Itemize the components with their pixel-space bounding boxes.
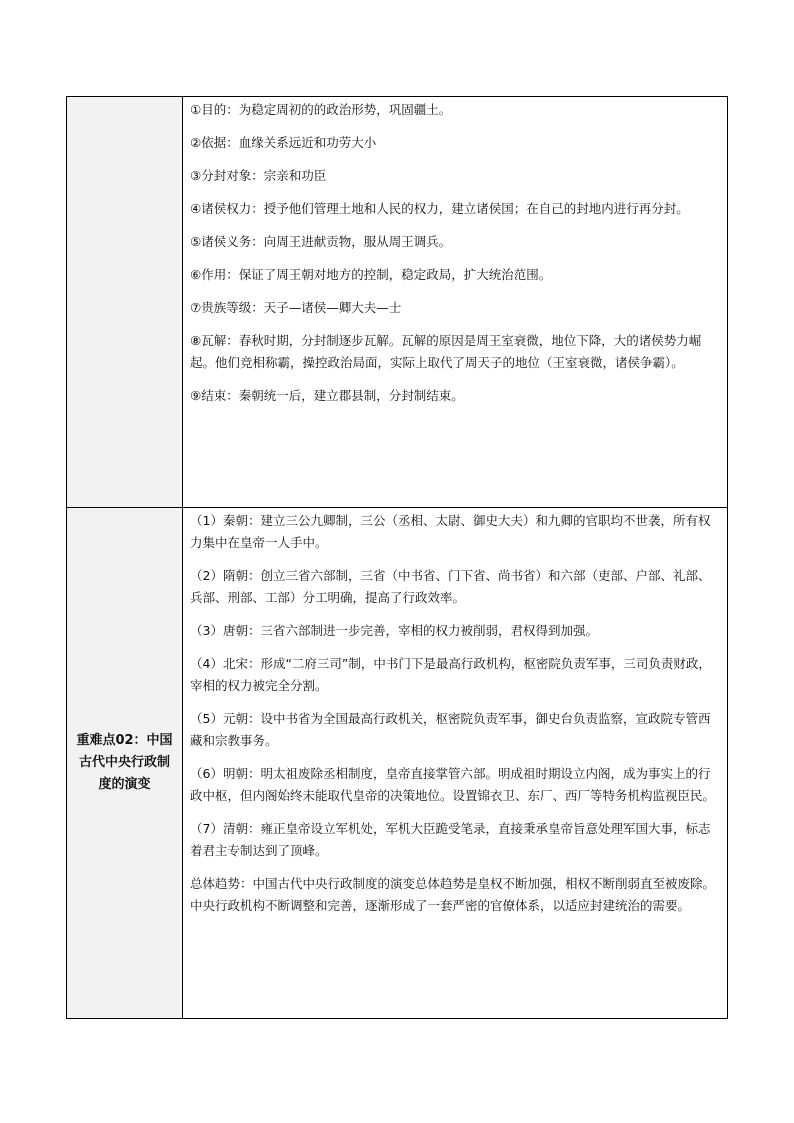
content-paragraph: ③分封对象：宗亲和功臣 xyxy=(190,168,327,183)
content-paragraph: ①目的：为稳定周初的的政治形势，巩固疆土。 xyxy=(190,102,452,117)
content-paragraph: （4）北宋：形成“二府三司”制，中书门下是最高行政机构，枢密院负责军事，三司负责财政，宰相的权力被完全分割。 xyxy=(190,656,711,693)
content-paragraph: ⑧瓦解：春秋时期，分封制逐步瓦解。瓦解的原因是周王室衰微，地位下降，大的诸侯势力崛起。他们竞相称霸，操控政治局面，实际上取代了周天子的地位（王室衰微，诸侯争霸）。 xyxy=(190,333,702,370)
notes-sheet xyxy=(66,96,728,1019)
content-paragraph: （5）元朝：设中书省为全国最高行政机关，枢密院负责军事，御史台负责监察，宣政院专管西藏和宗教事务。 xyxy=(190,711,711,748)
key-point-label: 重难点02：中国古代中央行政制度的演变 xyxy=(76,733,173,792)
row-content-cell xyxy=(183,508,728,1019)
content-paragraph: ②依据：血缘关系远近和功劳大小 xyxy=(190,135,377,150)
content-paragraph: ⑥作用：保证了周王朝对地方的控制，稳定政局，扩大统治范围。 xyxy=(190,267,552,282)
content-paragraph: （7）清朝：雍正皇帝设立军机处，军机大臣跪受笔录，直接秉承皇帝旨意处理军国大事，标志着君主专制达到了顶峰。 xyxy=(190,821,711,858)
content-paragraph: 总体趋势：中国古代中央行政制度的演变总体趋势是皇权不断加强，相权不断削弱直至被废除。中央行政机构不断调整和完善，逐渐形成了一套严密的官僚体系，以适应封建统治的需要。 xyxy=(190,876,716,913)
content-paragraph: ④诸侯权力：授予他们管理土地和人民的权力，建立诸侯国；在自己的封地内进行再分封。 xyxy=(190,201,689,216)
row-label-cell xyxy=(67,508,183,1019)
table-row xyxy=(67,97,728,508)
content-paragraph: （1）秦朝：建立三公九卿制，三公（丞相、太尉、御史大夫）和九卿的官职均不世袭，所有权力集中在皇帝一人手中。 xyxy=(190,513,711,550)
content-paragraph: ⑦贵族等级：天子—诸侯—卿大夫—士 xyxy=(190,300,402,315)
content-paragraph: ⑨结束：秦朝统一后，建立郡县制，分封制结束。 xyxy=(190,388,464,403)
row-label-cell xyxy=(67,97,183,508)
content-paragraph: ⑤诸侯义务：向周王进献贡物，服从周王调兵。 xyxy=(190,234,452,249)
row-content-cell xyxy=(183,97,728,508)
content-paragraph: （6）明朝：明太祖废除丞相制度，皇帝直接掌管六部。明成祖时期设立内阁，成为事实上的行政中枢，但内阁始终未能取代皇帝的决策地位。设置锦衣卫、东厂、西厂等特务机构监视臣民。 xyxy=(190,766,716,803)
content-paragraph: （2）隋朝：创立三省六部制，三省（中书省、门下省、尚书省）和六部（吏部、户部、礼部、兵部、刑部、工部）分工明确，提高了行政效率。 xyxy=(190,568,711,605)
table-row xyxy=(67,508,728,1019)
content-paragraph: （3）唐朝：三省六部制进一步完善，宰相的权力被削弱，君权得到加强。 xyxy=(190,623,598,638)
notes-table xyxy=(66,96,728,1019)
